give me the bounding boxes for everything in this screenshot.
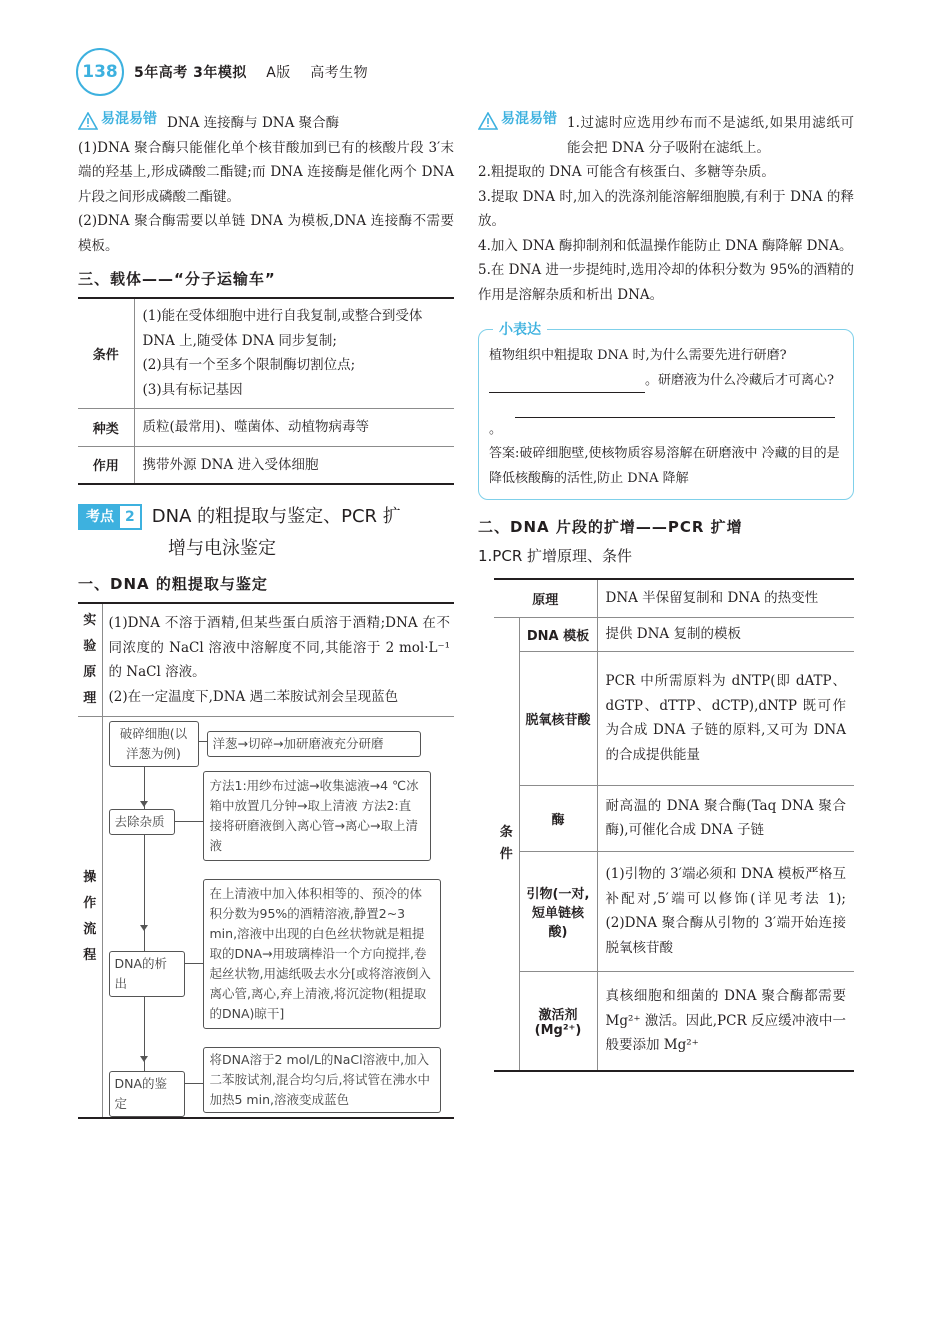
pcr-table <box>494 578 854 1072</box>
question-text: 植物组织中粗提取 DNA 时,为什么需要先进行研磨? <box>489 348 787 363</box>
exam-point-title-cont: 增与电泳鉴定 <box>168 538 276 559</box>
table-row <box>78 603 454 717</box>
row-subheader: 激活剂(Mg²⁺) <box>519 971 597 1071</box>
answer-text: 答案:破碎细胞壁,使核物质容易溶解在研磨液中 冷藏的目的是降低核酸酶的活性,防止 DNA 降解 <box>489 446 840 486</box>
principle-text: (2)在一定温度下,DNA 遇二苯胺试剂会呈现蓝色 <box>108 688 399 705</box>
subsection-heading: 1.PCR 扩增原理、条件 <box>478 547 633 565</box>
mistake-paragraph: (1)DNA 聚合酶只能催化单个核苷酸加到已有的核酸片段 3′末端的羟基上,形成磷酸二酯键;而 DNA 连接酶是催化两个 DNA 片段之间形成磷酸二酯键。 <box>78 139 454 205</box>
table-row <box>494 971 854 1071</box>
mistake-paragraph: (2)DNA 聚合酶需要以单链 DNA 为模板,DNA 连接酶不需要模板。 <box>78 213 454 254</box>
row-cell <box>134 446 454 484</box>
section-heading: 一、DNA 的粗提取与鉴定 <box>78 575 268 593</box>
extraction-table <box>78 602 454 1119</box>
quick-expression-tag: 小表达 <box>493 319 547 339</box>
table-row <box>494 785 854 851</box>
row-header: 种类 <box>78 408 134 446</box>
mistake-item: 5.在 DNA 进一步提纯时,选用冷却的体积分数为 95%的酒精的作用是溶解杂质和析出 DNA。 <box>478 262 854 303</box>
row-header: 实验原理 <box>78 603 102 717</box>
row-cell: 真核细胞和细菌的 DNA 聚合酶都需要 Mg²⁺ 激活。因此,PCR 反应缓冲液中一般要添加 Mg²⁺ <box>605 988 846 1053</box>
section-heading: 三、载体——“分子运输车” <box>78 270 276 288</box>
row-cell <box>102 603 454 717</box>
question-line: 。 <box>489 393 843 442</box>
table-row <box>78 717 454 1119</box>
mistake-note-2 <box>478 108 854 160</box>
row-subheader: 引物(一对,短单链核酸) <box>519 851 597 971</box>
flowchart <box>103 717 455 1117</box>
row-header: 原理 <box>494 579 597 617</box>
row-cell: DNA 半保留复制和 DNA 的热变性 <box>597 579 854 617</box>
mistake-item: 4.加入 DNA 酶抑制剂和低温操作能防止 DNA 酶降解 DNA。 <box>478 237 853 254</box>
principle-text: (1)DNA 不溶于酒精,但某些蛋白质溶于酒精;DNA 在不同浓度的 NaCl 溶液中溶解度不同,其能溶于 2 mol·L⁻¹ 的 NaCl 溶液。 <box>108 615 450 680</box>
mistake-tag: 易混易错 <box>478 108 557 128</box>
flow-step-3: DNA的析出 <box>109 951 185 997</box>
mistake-tag: 易混易错 <box>78 108 157 128</box>
mistake-item: 3.提取 DNA 时,加入的洗涤剂能溶解细胞膜,有利于 DNA 的释放。 <box>478 188 854 229</box>
running-header <box>134 62 382 82</box>
answer-blank[interactable] <box>489 375 645 393</box>
mistake-item: 2.粗提取的 DNA 可能含有核蛋白、多糖等杂质。 <box>478 164 775 180</box>
row-header: 作用 <box>78 446 134 484</box>
flow-step-2: 去除杂质 <box>109 809 175 835</box>
book-title: 5年高考 3年模拟 <box>134 65 247 81</box>
row-cell <box>134 408 454 446</box>
row-subheader: 酶 <box>519 785 597 851</box>
cell-line: (3)具有标记基因 <box>142 381 243 398</box>
row-cell: 提供 DNA 复制的模板 <box>597 617 854 651</box>
flow-detail-4: 将DNA溶于2 mol/L的NaCl溶液中,加入二苯胺试剂,混合均匀后,将试管在沸水中加热5 min,溶液变成蓝色 <box>203 1047 441 1113</box>
edition: A版 <box>266 65 291 81</box>
left-column <box>78 108 454 1119</box>
section-heading: 二、DNA 片段的扩增——PCR 扩增 <box>478 518 743 536</box>
flowchart-cell <box>102 717 454 1119</box>
vector-table <box>78 297 454 485</box>
row-subheader: DNA 模板 <box>519 617 597 651</box>
page-number: 138 <box>76 48 124 96</box>
flow-detail-1: 洋葱→切碎→加研磨液充分研磨 <box>207 731 421 757</box>
question-line: 。研磨液为什么冷藏后才可离心? <box>489 369 843 394</box>
row-cell: (1)引物的 3′端必须和 DNA 模板严格互补配对,5′端可以修饰(详见考法 1);(2)DNA 聚合酶从引物的 3′端开始连接脱氧核苷酸 <box>597 851 854 971</box>
flow-step-1: 破碎细胞(以洋葱为例) <box>109 721 199 767</box>
row-subheader: 脱氧核苷酸 <box>519 651 597 785</box>
mistake-title: DNA 连接酶与 DNA 聚合酶 <box>167 115 340 131</box>
flow-detail-2: 方法1:用纱布过滤→收集滤液→4 ℃冰箱中放置几分钟→取上清液 方法2:直接将研磨液倒入离心管→离心→取上清液 <box>203 771 431 861</box>
table-row <box>78 298 454 408</box>
row-header: 条件 <box>78 298 134 408</box>
cell-line: 携带外源 DNA 进入受体细胞 <box>142 456 319 473</box>
table-row <box>78 408 454 446</box>
answer-blank[interactable] <box>515 400 835 418</box>
mistake-item: 1.过滤时应选用纱布而不是滤纸,如果用滤纸可能会把 DNA 分子吸附在滤纸上。 <box>567 115 854 156</box>
mistake-note-1 <box>78 108 454 136</box>
warning-icon <box>78 112 98 130</box>
row-cell <box>134 298 454 408</box>
row-cell: 耐高温的 DNA 聚合酶(Taq DNA 聚合酶),可催化合成 DNA 子链 <box>597 785 854 851</box>
exam-point-number: 2 <box>118 504 142 530</box>
row-cell: PCR 中所需原料为 dNTP(即 dATP、dGTP、dTTP、dCTP),dNTP 既可作为合成 DNA 子链的原料,又可为 DNA 的合成提供能量 <box>597 651 854 785</box>
table-row <box>78 446 454 484</box>
quick-expression-box <box>478 322 854 500</box>
right-column <box>478 108 854 1072</box>
cell-line: (2)具有一个至多个限制酶切割位点; <box>142 357 356 374</box>
table-row <box>494 651 854 785</box>
warning-icon <box>478 112 498 130</box>
cell-line: 质粒(最常用)、噬菌体、动植物病毒等 <box>142 418 370 435</box>
exam-point-heading <box>78 501 454 533</box>
row-header: 条件 <box>494 617 519 1071</box>
subject: 高考生物 <box>310 65 369 81</box>
flow-step-4: DNA的鉴定 <box>109 1071 185 1117</box>
flow-detail-3: 在上清液中加入体积相等的、预冷的体积分数为95%的酒精溶液,静置2~3 min,溶液中出现的白色丝状物就是粗提取的DNA→用玻璃棒沿一个方向搅拌,卷起丝状物,用滤纸吸去水分[或将溶液倒入离心管,离心,弃上清液,将沉淀物(粗提取的DNA)晾干] <box>203 879 441 1029</box>
exam-point-title: DNA 的粗提取与鉴定、PCR 扩 <box>151 506 401 527</box>
row-header: 操作流程 <box>78 717 102 1119</box>
table-row <box>494 617 854 651</box>
exam-point-label: 考点 <box>78 504 120 530</box>
exam-point-badge <box>78 504 142 530</box>
cell-line: (1)能在受体细胞中进行自我复制,或整合到受体 DNA 上,随受体 DNA 同步复制; <box>142 308 423 349</box>
table-row <box>494 579 854 617</box>
table-row <box>494 851 854 971</box>
